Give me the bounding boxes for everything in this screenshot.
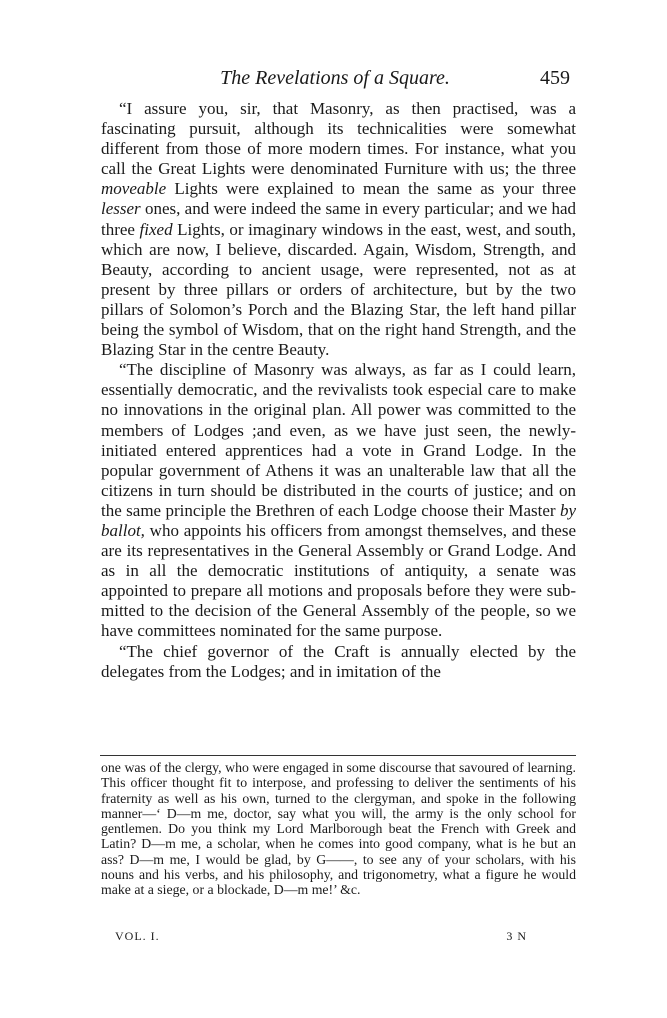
paragraph-2-text-a: “The discipline of Masonry was always, as far as I could learn, essentially democratic, and the revivalists took especial care to make no innovations in the original plan. All power was committed to the members of Lodges ;and even, as we have just seen, the newly-initiated entered apprentices had a vote in Grand Lodge. In the popular government of Athens it was an unalterable law that all the citizens in turn should be distributed in the courts of justice; and on the same principle the Brethren of each Lodge choose their Master (101, 360, 576, 520)
signature-mark: 3 N (506, 929, 527, 943)
footnote (101, 760, 576, 898)
paragraph-1-text-d: Lights, or imaginary windows in the east, west, and south, which are now, I believe, discarded. Again, Wisdom, Strength, and Beauty, according to ancient usage, were represented, not as at present by three pillars or orders of architecture, but by the two pillars of Solomon’s Porch and the Blazing Star, the left hand pillar being the symbol of Wisdom, that on the right hand Strength, and the Blazing Star in the centre Beauty. (101, 219, 576, 360)
italic-by-ballot: by ballot, (101, 500, 576, 540)
paragraph-1 (101, 99, 576, 360)
italic-fixed: fixed (139, 219, 173, 239)
volume-label: VOL. I. (115, 929, 160, 943)
italic-lesser: lesser (101, 199, 141, 219)
paragraph-1-text-a: “I assure you, sir, that Masonry, as then practised, was a fascinating pursuit, although its technicalities were somewhat different from those of more modern times. For instance, what you call the Great Lights were denominated Furniture with us; the three (101, 99, 576, 179)
paragraph-2-text-b: who appoints his officers from amongst themselves, and these are its representatives in the General Assembly or Grand Lodge. And as in all the democratic institutions of antiquity, a senate was appointed to prepare all motions and proposals before they were submitted to the decision of the General Assembly of the people, so we have committees nominated for the same purpose. (101, 520, 576, 641)
footnote-text: one was of the clergy, who were engaged in some discourse that savoured of learning. This officer thought fit to interpose, and professing to deliver the sentiments of his fraternity as well as his own, turned to the clergyman, and spoke in the following manner—‘ D—m me, doctor, say what you will, the army is the only school for gentlemen. Do you think my Lord Marlborough beat the French with Greek and Latin? D—m me, a scholar, when he comes into good company, what is he but an ass? D—m me, I would be glad, by G——, to see any of your scholars, with his nouns and his verbs, and his philosophy, and trigonometry, what a figure he would make at a siege, or a blockade, D—m me!’ &c. (101, 760, 576, 898)
signature-line (115, 928, 575, 944)
running-title: The Revelations of a Square. (220, 67, 450, 89)
paragraph-2 (101, 360, 576, 641)
paragraph-1-text-b: Lights were explained to mean the same as your three (166, 179, 576, 199)
paragraph-1-text-c: ones, and were indeed the same in every particular; and we had three (101, 199, 576, 239)
running-head (100, 66, 570, 90)
footnote-rule (100, 755, 576, 756)
body-text (101, 99, 576, 682)
italic-moveable: moveable (101, 179, 167, 199)
paragraph-3: “The chief governor of the Craft is annually elected by the delegates from the Lodges; and in imitation of the (101, 641, 576, 681)
page-number: 459 (540, 67, 570, 89)
